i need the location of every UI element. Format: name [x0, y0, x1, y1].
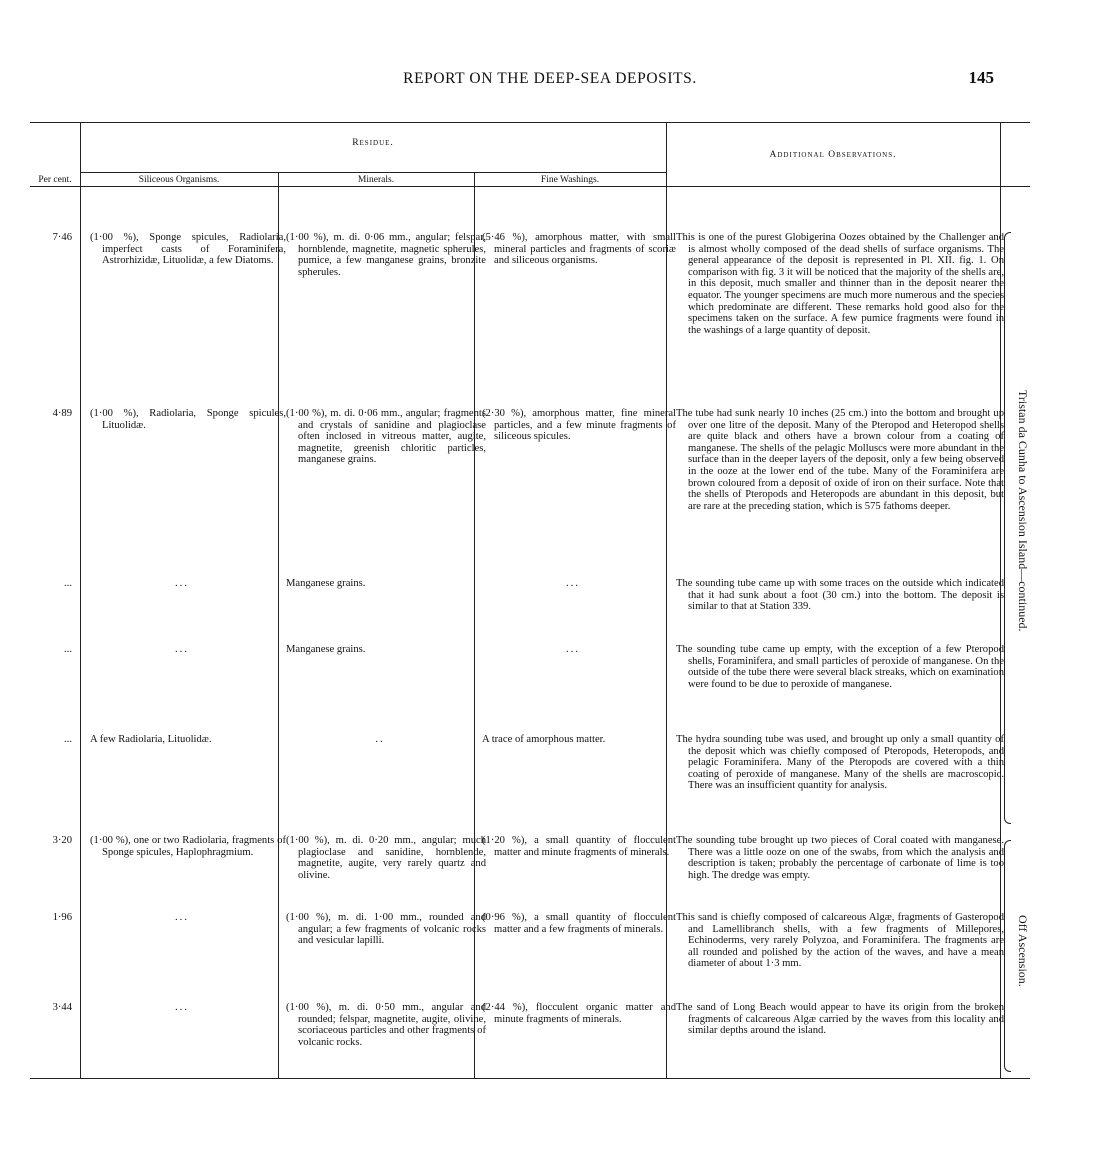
- row-observations: This is one of the purest Globigerina Oozes obtained by the Challenger and is almost wholly composed of the dead shells of surface organisms. The general appearance of the deposit is represented in Pl. XII. fig. 1. On comparison with fig. 3 it will be noticed that the majority of the shells are, in this deposit, much smaller and thinner than in the deposit nearer the equator. The younger specimens are much more numerous and the species which predominate are different. These remarks hold good also for the specimens taken on the surface. A few pumice fragments were found in the washings of a large quantity of deposit.: [676, 232, 1004, 336]
- row-observations: The hydra sounding tube was used, and brought up only a small quantity of the deposit which was chiefly composed of Pteropods, Heteropods, and pelagic Foraminifera. Many of the Pteropods are covered with a thin coating of peroxide of manganese. Many of the shells are macroscopic. There was an insufficient quantity for analysis.: [676, 734, 1004, 792]
- row-observations: The tube had sunk nearly 10 inches (25 cm.) into the bottom and brought up over one litre of the deposit. Many of the Pteropod and Heteropod shells are quite black and others have a brown colour from a coating of manganese. The shells of the pelagic Molluscs were more abundant in the surface than in the deeper layers of the deposit, only a few being observed in the ooze at the lower end of the tube. Many of the Foraminifera are brown coloured from a deposit of oxide of iron on their surface. Note that the shells of Pteropods and Heteropods are abundant in this deposit, but are rare at the preceding station, which is 575 fathoms deeper.: [676, 408, 1004, 512]
- row-siliceous: ...: [175, 578, 189, 589]
- col-rule-2: [278, 172, 279, 1078]
- residue-sub-rule: [80, 172, 666, 173]
- row-minerals: Manganese grains.: [286, 644, 366, 655]
- location-brace: [1004, 840, 1011, 1072]
- header-residue: Residue.: [352, 138, 394, 148]
- row-siliceous: (1·00 %), Sponge spicules, Radiolaria, imperfect casts of Foraminifera, Astrorhizidæ, Lituolidæ, a few Diatoms.: [90, 232, 286, 267]
- row-siliceous: ...: [175, 644, 189, 655]
- row-percent: ...: [64, 578, 72, 589]
- route-side-label: Tristan da Cunha to Ascension Island—continued.: [1016, 390, 1030, 632]
- row-observations: The sand of Long Beach would appear to have its origin from the broken fragments of calcareous Algæ carried by the waves from this locality and similar depths around the island.: [676, 1002, 1004, 1037]
- running-title: REPORT ON THE DEEP-SEA DEPOSITS.: [403, 70, 697, 87]
- row-fine-washings: ...: [566, 644, 580, 655]
- row-siliceous: (1·00 %), one or two Radiolaria, fragments of Sponge spicules, Haplophragmium.: [90, 835, 286, 858]
- row-siliceous: ...: [175, 1002, 189, 1013]
- row-siliceous: A few Radiolaria, Lituolidæ.: [90, 734, 212, 745]
- row-minerals: (1·00 %), m. di. 0·06 mm., angular; fragments and crystals of sanidine and plagioclase often inclosed in vitreous matter, augite, magnetite, greenish chloritic particles, manganese grains.: [286, 408, 486, 466]
- row-fine-washings: ...: [566, 578, 580, 589]
- row-minerals: Manganese grains.: [286, 578, 366, 589]
- row-fine-washings: (0·96 %), a small quantity of flocculent matter and a few fragments of minerals.: [482, 912, 676, 935]
- row-observations: The sounding tube came up empty, with the exception of a few Pteropod shells, Foraminifera, and small particles of peroxide of manganese. On the outside of the tube there were several black streaks, which on examination were found to be due to peroxide of manganese.: [676, 644, 1004, 690]
- row-percent: 1·96: [52, 912, 72, 923]
- header-bottom-rule: [30, 186, 1030, 187]
- row-fine-washings: (1·20 %), a small quantity of flocculent matter and minute fragments of minerals.: [482, 835, 676, 858]
- row-minerals: (1·00 %), m. di. 0·20 mm., angular; much plagioclase and sanidine, hornblende, magnetite, augite, very rarely quartz and olivine.: [286, 835, 486, 881]
- row-observations: The sounding tube came up with some traces on the outside which indicated that it had sunk about a foot (30 cm.) into the bottom. The deposit is similar to that at Station 339.: [676, 578, 1004, 613]
- row-observations: This sand is chiefly composed of calcareous Algæ, fragments of Gasteropod and Lamellibranch shells, with a few fragments of Millepores, Echinoderms, very rarely Polyzoa, and Foraminifera. The fragments are all rounded and polished by the action of the waves, and have a mean diameter of about 1·3 mm.: [676, 912, 1004, 970]
- route-brace: [1004, 232, 1011, 824]
- row-siliceous: ...: [175, 912, 189, 923]
- col-rule-1: [80, 122, 81, 1078]
- header-siliceous: Siliceous Organisms.: [138, 175, 220, 185]
- row-percent: 3·20: [52, 835, 72, 846]
- location-side-label: Off Ascension.: [1016, 915, 1030, 987]
- row-minerals: (1·00 %), m. di. 1·00 mm., rounded and angular; a few fragments of volcanic rocks and vesicular lapilli.: [286, 912, 486, 947]
- row-minerals: (1·00 %), m. di. 0·06 mm., angular; felspar, hornblende, magnetite, magnetic spherules, pumice, a few manganese grains, bronzite spherules.: [286, 232, 486, 278]
- row-fine-washings: (2·44 %), flocculent organic matter and minute fragments of minerals.: [482, 1002, 676, 1025]
- row-percent: ...: [64, 734, 72, 745]
- row-percent: 3·44: [52, 1002, 72, 1013]
- row-percent: 4·89: [52, 408, 72, 419]
- row-minerals: ..: [375, 734, 385, 745]
- row-percent: ...: [64, 644, 72, 655]
- row-fine-washings: A trace of amorphous matter.: [482, 734, 606, 745]
- page-number: 145: [968, 68, 994, 87]
- table-top-rule: [30, 122, 1030, 123]
- row-fine-washings: (5·46 %), amorphous matter, with small mineral particles and fragments of scoriæ and siliceous organisms.: [482, 232, 676, 267]
- page-header: [0, 70, 1100, 90]
- table-bottom-rule: [30, 1078, 1030, 1079]
- header-observations: Additional Observations.: [769, 150, 897, 160]
- row-observations: The sounding tube brought up two pieces of Coral coated with manganese. There was a little ooze on one of the swabs, from which the analysis and description is taken; probably the percentage of carbonate of lime is too high. The dredge was empty.: [676, 835, 1004, 881]
- header-per-cent: Per cent.: [38, 175, 72, 185]
- row-fine-washings: (2·30 %), amorphous matter, fine mineral particles, and a few minute fragments of siliceous spicules.: [482, 408, 676, 443]
- header-minerals: Minerals.: [357, 175, 395, 185]
- header-fine: Fine Washings.: [540, 175, 600, 185]
- row-siliceous: (1·00 %), Radiolaria, Sponge spicules, Lituolidæ.: [90, 408, 286, 431]
- row-percent: 7·46: [52, 232, 72, 243]
- row-minerals: (1·00 %), m. di. 0·50 mm., angular and rounded; felspar, magnetite, augite, olivine, scoriaceous particles and other fragments of volcanic rocks.: [286, 1002, 486, 1048]
